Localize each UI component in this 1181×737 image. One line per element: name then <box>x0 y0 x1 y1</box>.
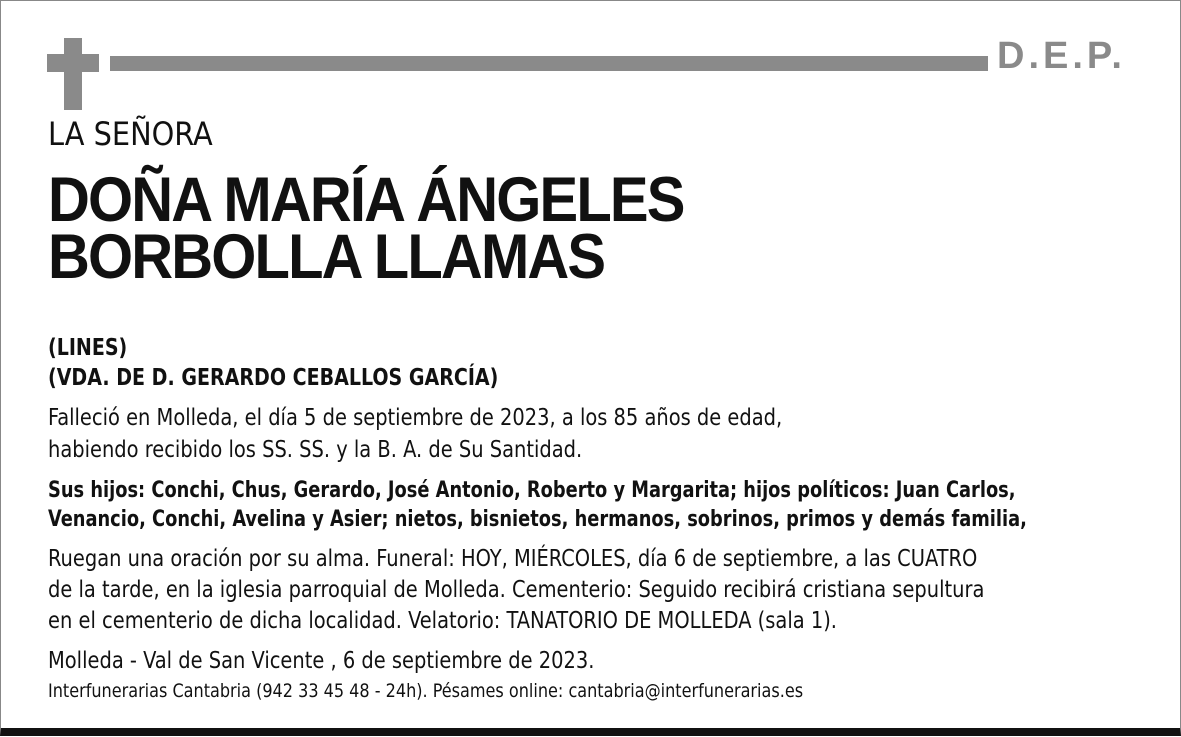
funeral-info-line3: en el cementerio de dicha localidad. Velatorio: TANATORIO DE MOLLEDA (sala 1). <box>48 608 837 634</box>
death-info-line2: habiendo recibido los SS. SS. y la B. A. de Su Santidad. <box>48 437 583 463</box>
cross-icon <box>64 38 82 110</box>
header-rule <box>110 56 988 71</box>
nickname: (LINES) <box>48 335 128 361</box>
honorific-title: LA SEÑORA <box>48 115 213 153</box>
place-date: Molleda - Val de San Vicente , 6 de septiembre de 2023. <box>48 648 595 674</box>
cross-icon-bar <box>47 54 99 72</box>
funeral-info-line1: Ruegan una oración por su alma. Funeral: HOY, MIÉRCOLES, día 6 de septiembre, a las CUATRO <box>48 546 978 572</box>
funeral-info-line2: de la tarde, en la iglesia parroquial de Molleda. Cementerio: Seguido recibirá cristiana sepultura <box>48 577 985 603</box>
deceased-name-line1: DOÑA MARÍA ÁNGELES <box>48 165 684 235</box>
dep-label: D.E.P. <box>997 35 1126 77</box>
death-info-line1: Falleció en Molleda, el día 5 de septiembre de 2023, a los 85 años de edad, <box>48 405 783 431</box>
family-line2: Venancio, Conchi, Avelina y Asier; nietos, bisnietos, hermanos, sobrinos, primos y demás familia, <box>48 507 1027 532</box>
deceased-name-line2: BORBOLLA LLAMAS <box>48 222 605 292</box>
widow-of: (VDA. DE D. GERARDO CEBALLOS GARCÍA) <box>48 365 499 391</box>
family-line1: Sus hijos: Conchi, Chus, Gerardo, José Antonio, Roberto y Margarita; hijos políticos: Juan Carlos, <box>48 478 1016 503</box>
funeral-home-footer: Interfunerarias Cantabria (942 33 45 48 - 24h). Pésames online: cantabria@interfunerarias.es <box>48 680 804 702</box>
